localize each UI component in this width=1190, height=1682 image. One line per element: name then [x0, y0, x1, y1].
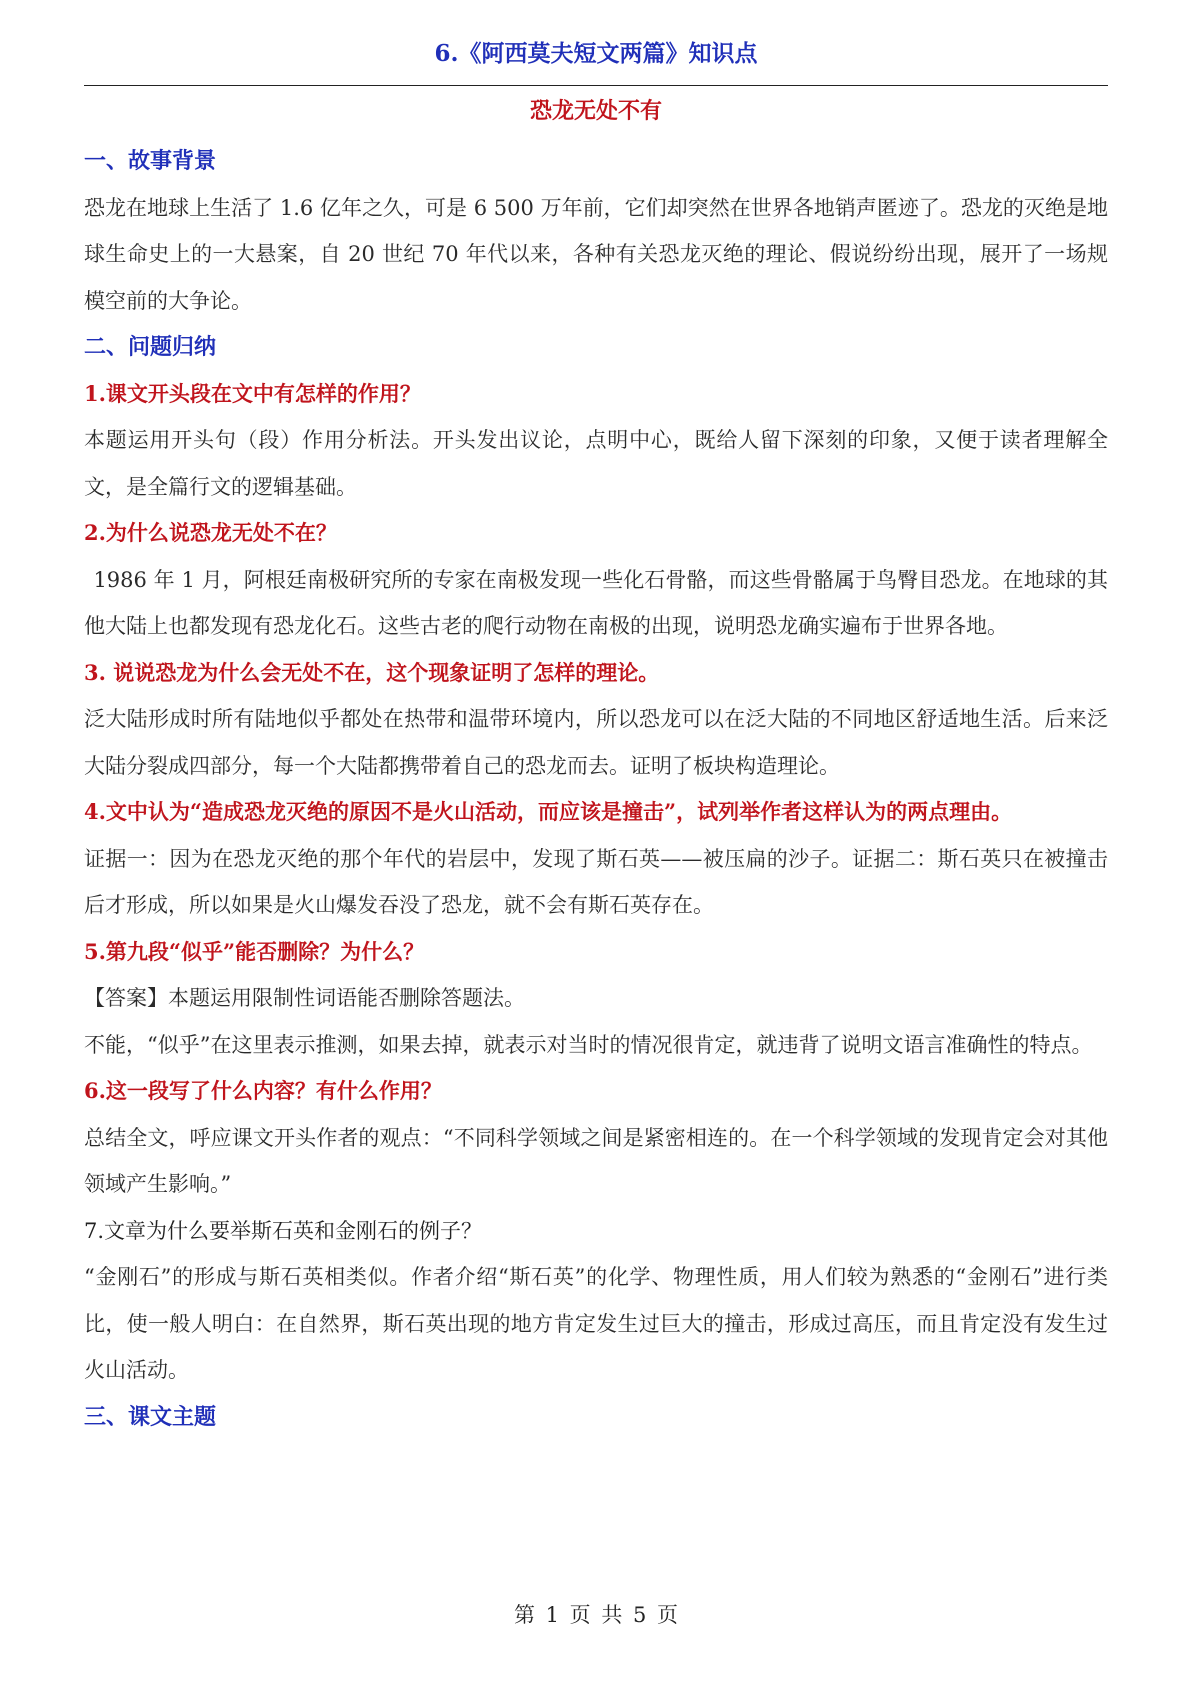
page-number-footer: 第 1 页 共 5 页 [513, 1603, 679, 1627]
question-4: 4.文中认为“造成恐龙灭绝的原因不是火山活动，而应该是撞击”，试列举作者这样认为的两点理由。 [84, 799, 1013, 824]
answer-2: 1986 年 1 月，阿根廷南极研究所的专家在南极发现一些化石骨骼，而这些骨骼属于鸟臀目恐龙。在地球的其他大陆上也都发现有恐龙化石。这些古老的爬行动物在南极的出现，说明恐龙确实遍布于世界各地。 [84, 567, 1108, 638]
question-3: 3. 说说恐龙为什么会无处不在，这个现象证明了怎样的理论。 [84, 659, 660, 685]
section-heading-theme: 三、课文主题 [84, 1403, 217, 1430]
question-7: 7.文章为什么要举斯石英和金刚石的例子？ [84, 1218, 483, 1243]
question-block-1 [84, 371, 1108, 511]
background-paragraph: 恐龙在地球上生活了 1.6 亿年之久，可是 6 500 万年前，它们却突然在世界各地销声匿迹了。恐龙的灭绝是地球生命史上的一大悬案，自 20 世纪 70 年代以来，各种有关恐龙灭绝的理论、假说纷纷出现，展开了一场规模空前的大争论。 [84, 195, 1108, 313]
question-block-4 [84, 789, 1108, 929]
answer-6: 总结全文，呼应课文开头作者的观点：“不同科学领域之间是紧密相连的。在一个科学领域的发现肯定会对其他领域产生影响。” [84, 1125, 1108, 1196]
section-heading-questions: 二、问题归纳 [84, 334, 217, 360]
header-divider [84, 85, 1108, 86]
question-block-7 [84, 1208, 1108, 1394]
question-6: 6.这一段写了什么内容？有什么作用？ [84, 1078, 442, 1103]
document-title: 6.《阿西莫夫短文两篇》知识点 [434, 40, 758, 67]
answer-1: 本题运用开头句（段）作用分析法。开头发出议论，点明中心，既给人留下深刻的印象，又便于读者理解全文，是全篇行文的逻辑基础。 [84, 428, 1108, 499]
answer-5-label: 【答案】本题运用限制性词语能否删除答题法。 [84, 986, 525, 1010]
answer-4: 证据一：因为在恐龙灭绝的那个年代的岩层中，发现了斯石英——被压扁的沙子。证据二：斯石英只在被撞击后才形成，所以如果是火山爆发吞没了恐龙，就不会有斯石英存在。 [84, 846, 1108, 917]
article-subtitle: 恐龙无处不有 [529, 98, 662, 124]
question-block-5 [84, 929, 1108, 1069]
answer-5: 不能，“似乎”在这里表示推测，如果去掉，就表示对当时的情况很肯定，就违背了说明文语言准确性的特点。 [84, 1032, 1093, 1057]
question-block-3 [84, 650, 1108, 790]
answer-7: “金刚石”的形成与斯石英相类似。作者介绍“斯石英”的化学、物理性质，用人们较为熟悉的“金刚石”进行类比，使一般人明白：在自然界，斯石英出现的地方肯定发生过巨大的撞击，形成过高压，而且肯定没有发生过火山活动。 [84, 1265, 1108, 1382]
question-2: 2.为什么说恐龙无处不在？ [84, 520, 337, 545]
document-body [84, 94, 1108, 1440]
section-heading-background: 一、故事背景 [84, 148, 217, 174]
question-block-2 [84, 510, 1108, 650]
document-page [84, 0, 1108, 1682]
question-block-6 [84, 1068, 1108, 1208]
question-1: 1.课文开头段在文中有怎样的作用？ [84, 380, 421, 406]
answer-3: 泛大陆形成时所有陆地似乎都处在热带和温带环境内，所以恐龙可以在泛大陆的不同地区舒适地生活。后来泛大陆分裂成四部分，每一个大陆都携带着自己的恐龙而去。证明了板块构造理论。 [84, 707, 1108, 778]
question-5: 5.第九段“似乎”能否删除？为什么？ [84, 938, 425, 964]
